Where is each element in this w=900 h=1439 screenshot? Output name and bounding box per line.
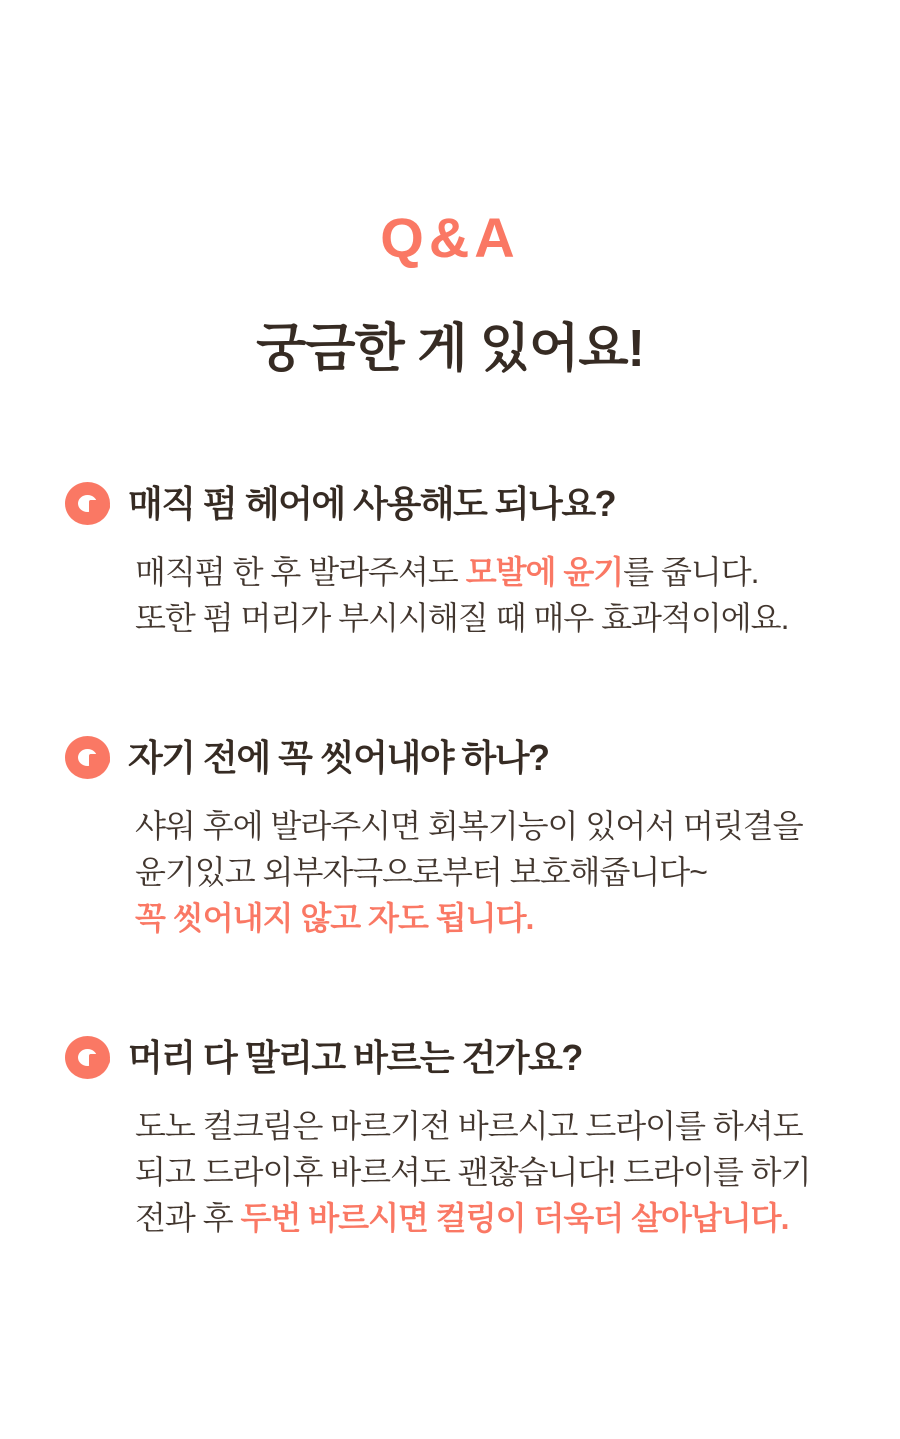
qa-question-row <box>65 1036 860 1079</box>
qa-answer <box>135 803 860 941</box>
qa-answer <box>135 1103 860 1241</box>
question-q-icon <box>65 482 110 525</box>
qa-list <box>0 482 900 1242</box>
answer-text: 도노 컬크림은 마르기전 바르시고 드라이를 하셔도 <box>135 1108 803 1145</box>
answer-highlight: 꼭 씻어내지 않고 자도 됩니다. <box>135 900 534 937</box>
qa-question: 머리 다 말리고 바르는 건가요? <box>128 1037 582 1079</box>
qa-badge: Q&A <box>380 206 520 269</box>
answer-text: 샤워 후에 발라주시면 회복기능이 있어서 머릿결을 <box>135 808 803 845</box>
answer-text: 윤기있고 외부자극으로부터 보호해줍니다~ <box>135 854 707 891</box>
question-q-icon <box>65 1036 110 1079</box>
qa-item <box>65 1036 860 1241</box>
answer-highlight: 모발에 윤기 <box>465 553 624 590</box>
qa-question-row <box>65 482 860 525</box>
answer-text: 매직펌 한 후 발라주셔도 <box>135 553 466 590</box>
qa-answer <box>135 549 860 641</box>
qa-question: 매직 펌 헤어에 사용해도 되나요? <box>128 482 616 524</box>
answer-text: 또한 펌 머리가 부시시해질 때 매우 효과적이에요. <box>135 599 789 636</box>
qa-item <box>65 482 860 641</box>
qa-header <box>0 0 900 380</box>
answer-highlight: 두번 바르시면 컬링이 더욱더 살아납니다. <box>240 1200 789 1237</box>
answer-text: 되고 드라이후 바르셔도 괜찮습니다! 드라이를 하기 <box>135 1154 811 1191</box>
qa-question: 자기 전에 꼭 씻어내야 하나? <box>128 736 549 778</box>
answer-text: 를 줍니다. <box>623 553 759 590</box>
question-q-icon <box>65 736 110 779</box>
qa-item <box>65 736 860 941</box>
answer-text: 전과 후 <box>135 1200 241 1237</box>
qa-question-row <box>65 736 860 779</box>
page-title: 궁금한 게 있어요! <box>256 320 644 378</box>
